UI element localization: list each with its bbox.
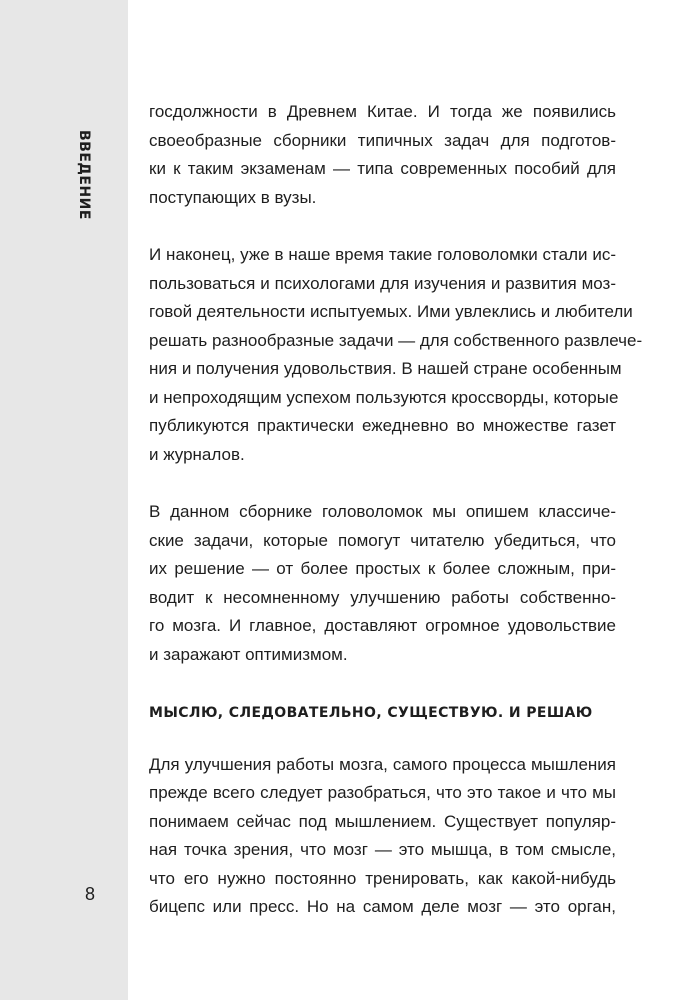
text-line: публикуются практически ежедневно во множестве газет [149,416,616,435]
text-line: ки к таким экзаменам — типа современных пособий для [149,159,616,178]
paragraph-1 [149,98,616,212]
text-line: водит к несомненному улучшению работы собственно- [149,587,616,607]
text-line: И наконец, уже в наше время такие головоломки стали ис- [149,245,616,264]
text-line: ная точка зрения, что мозг — это мышца, в том смысле, [149,840,616,859]
text-line: их решение — от более простых к более сложным, при- [149,559,616,578]
text-line: говой деятельности испытуемых. Ими увлеклись и любители [149,302,633,321]
text-line: бицепс или пресс. Но на самом деле мозг — это орган, [149,897,616,916]
paragraph-3 [149,498,616,669]
section-heading: МЫСЛЮ, СЛЕДОВАТЕЛЬНО, СУЩЕСТВУЮ. И РЕШАЮ [149,705,593,721]
text-line: ские задачи, которые помогут читателю убедиться, что [149,530,616,550]
text-line: Для улучшения работы мозга, самого процесса мышления [149,754,616,774]
text-line: и заражают оптимизмом. [149,644,348,664]
text-line: го мозга. И главное, доставляют огромное удовольствие [149,616,616,635]
page-number: 8 [84,884,95,904]
text-line: решать разнообразные задачи — для собственного развлече- [149,330,643,350]
paragraph-2 [149,241,643,469]
side-margin-strip [0,0,128,1000]
text-line: и журналов. [149,444,245,464]
section-tab-label: ВВЕДЕНИЕ [76,130,92,220]
text-line: и непроходящим успехом пользуются кроссворды, которые [149,387,619,407]
text-line: поступающих в вузы. [149,187,317,207]
text-line: понимаем сейчас под мышлением. Существует популяр- [149,811,616,831]
text-line: прежде всего следует разобраться, что это такое и что мы [149,783,616,802]
text-column [149,98,643,922]
text-line: своеобразные сборники типичных задач для подготов- [149,130,616,150]
text-line: ния и получения удовольствия. В нашей стране особенным [149,359,622,378]
text-line: госдолжности в Древнем Китае. И тогда же появились [149,102,616,121]
paragraph-4 [149,751,616,922]
text-line: пользоваться и психологами для изучения и развития моз- [149,273,616,293]
text-line: В данном сборнике головоломок мы опишем классиче- [149,502,616,521]
text-line: что его нужно постоянно тренировать, как какой-нибудь [149,868,616,888]
